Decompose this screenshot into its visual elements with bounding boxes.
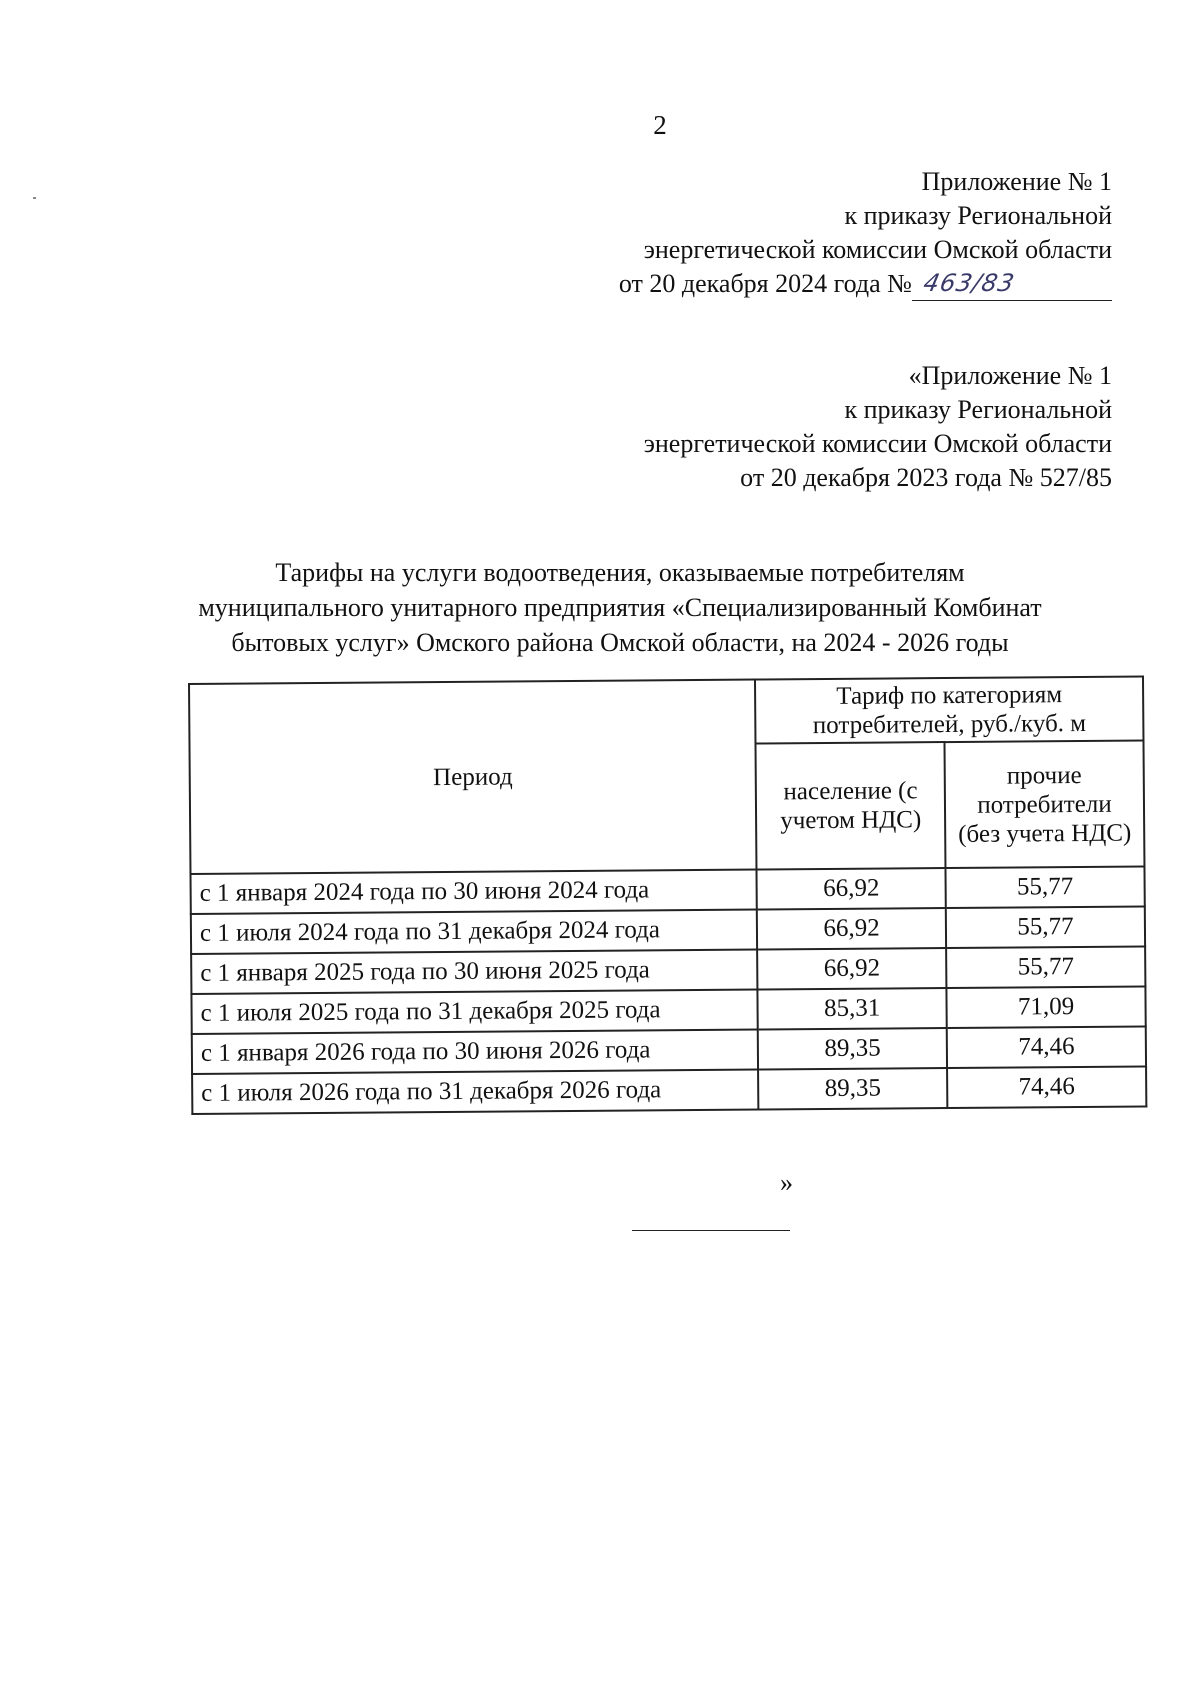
row-period: с 1 января 2025 года по 30 июня 2025 года xyxy=(191,950,758,994)
annex-prev-title: «Приложение № 1 xyxy=(908,361,1112,390)
row-population-tariff: 89,35 xyxy=(758,1068,947,1109)
scan-speck xyxy=(33,197,36,199)
annex-prev-date: от 20 декабря 2023 года № 527/85 xyxy=(740,463,1112,492)
document-title xyxy=(170,555,1070,660)
row-other-tariff: 55,77 xyxy=(946,906,1145,948)
header-other-consumers: прочие потребители (без учета НДС) xyxy=(945,740,1145,868)
closing-quote: » xyxy=(780,1168,793,1197)
header-period: Период xyxy=(189,680,757,874)
row-population-tariff: 66,92 xyxy=(757,868,946,909)
annex-prev-order-ref: к приказу Региональной xyxy=(844,395,1112,424)
row-period: с 1 июля 2026 года по 31 декабря 2026 года xyxy=(192,1070,759,1114)
header-tariff-group: Тариф по категориям потребителей, руб./куб. м xyxy=(755,676,1143,743)
row-population-tariff: 66,92 xyxy=(757,908,946,949)
row-period: с 1 июля 2024 года по 31 декабря 2024 года xyxy=(191,910,758,954)
page-number: 2 xyxy=(653,110,667,140)
annex-commission: энергетической комиссии Омской области xyxy=(643,235,1112,264)
table-row xyxy=(192,1066,1146,1113)
row-other-tariff: 74,46 xyxy=(947,1026,1146,1068)
row-period: с 1 января 2026 года по 30 июня 2026 года xyxy=(192,1030,759,1074)
row-other-tariff: 71,09 xyxy=(946,986,1145,1028)
title-line-2: муниципального унитарного предприятия «Специализированный Комбинат xyxy=(198,593,1042,622)
annex-header-current xyxy=(619,165,1112,301)
tariff-table xyxy=(188,675,1147,1114)
annex-prev-commission: энергетической комиссии Омской области xyxy=(643,429,1112,458)
annex-date: от 20 декабря 2024 года № xyxy=(618,269,912,298)
header-population: население (с учетом НДС) xyxy=(756,742,946,869)
annex-header-previous xyxy=(644,359,1112,495)
row-period: с 1 июля 2025 года по 31 декабря 2025 года xyxy=(191,990,758,1034)
row-other-tariff: 74,46 xyxy=(947,1066,1146,1108)
row-population-tariff: 85,31 xyxy=(758,988,947,1029)
title-line-3: бытовых услуг» Омского района Омской области, на 2024 - 2026 годы xyxy=(231,628,1009,657)
title-line-1: Тарифы на услуги водоотведения, оказываемые потребителям xyxy=(275,558,965,587)
annex-date-line xyxy=(619,267,1112,301)
annex-order-ref: к приказу Региональной xyxy=(844,201,1112,230)
row-period: с 1 января 2024 года по 30 июня 2024 года xyxy=(191,870,758,914)
row-other-tariff: 55,77 xyxy=(946,946,1145,988)
end-rule xyxy=(632,1230,790,1231)
order-number-field xyxy=(912,270,1112,301)
row-other-tariff: 55,77 xyxy=(945,866,1144,908)
handwritten-order-number: 463/83 xyxy=(921,269,1018,297)
annex-title: Приложение № 1 xyxy=(921,167,1112,196)
row-population-tariff: 89,35 xyxy=(758,1028,947,1069)
row-population-tariff: 66,92 xyxy=(757,948,946,989)
